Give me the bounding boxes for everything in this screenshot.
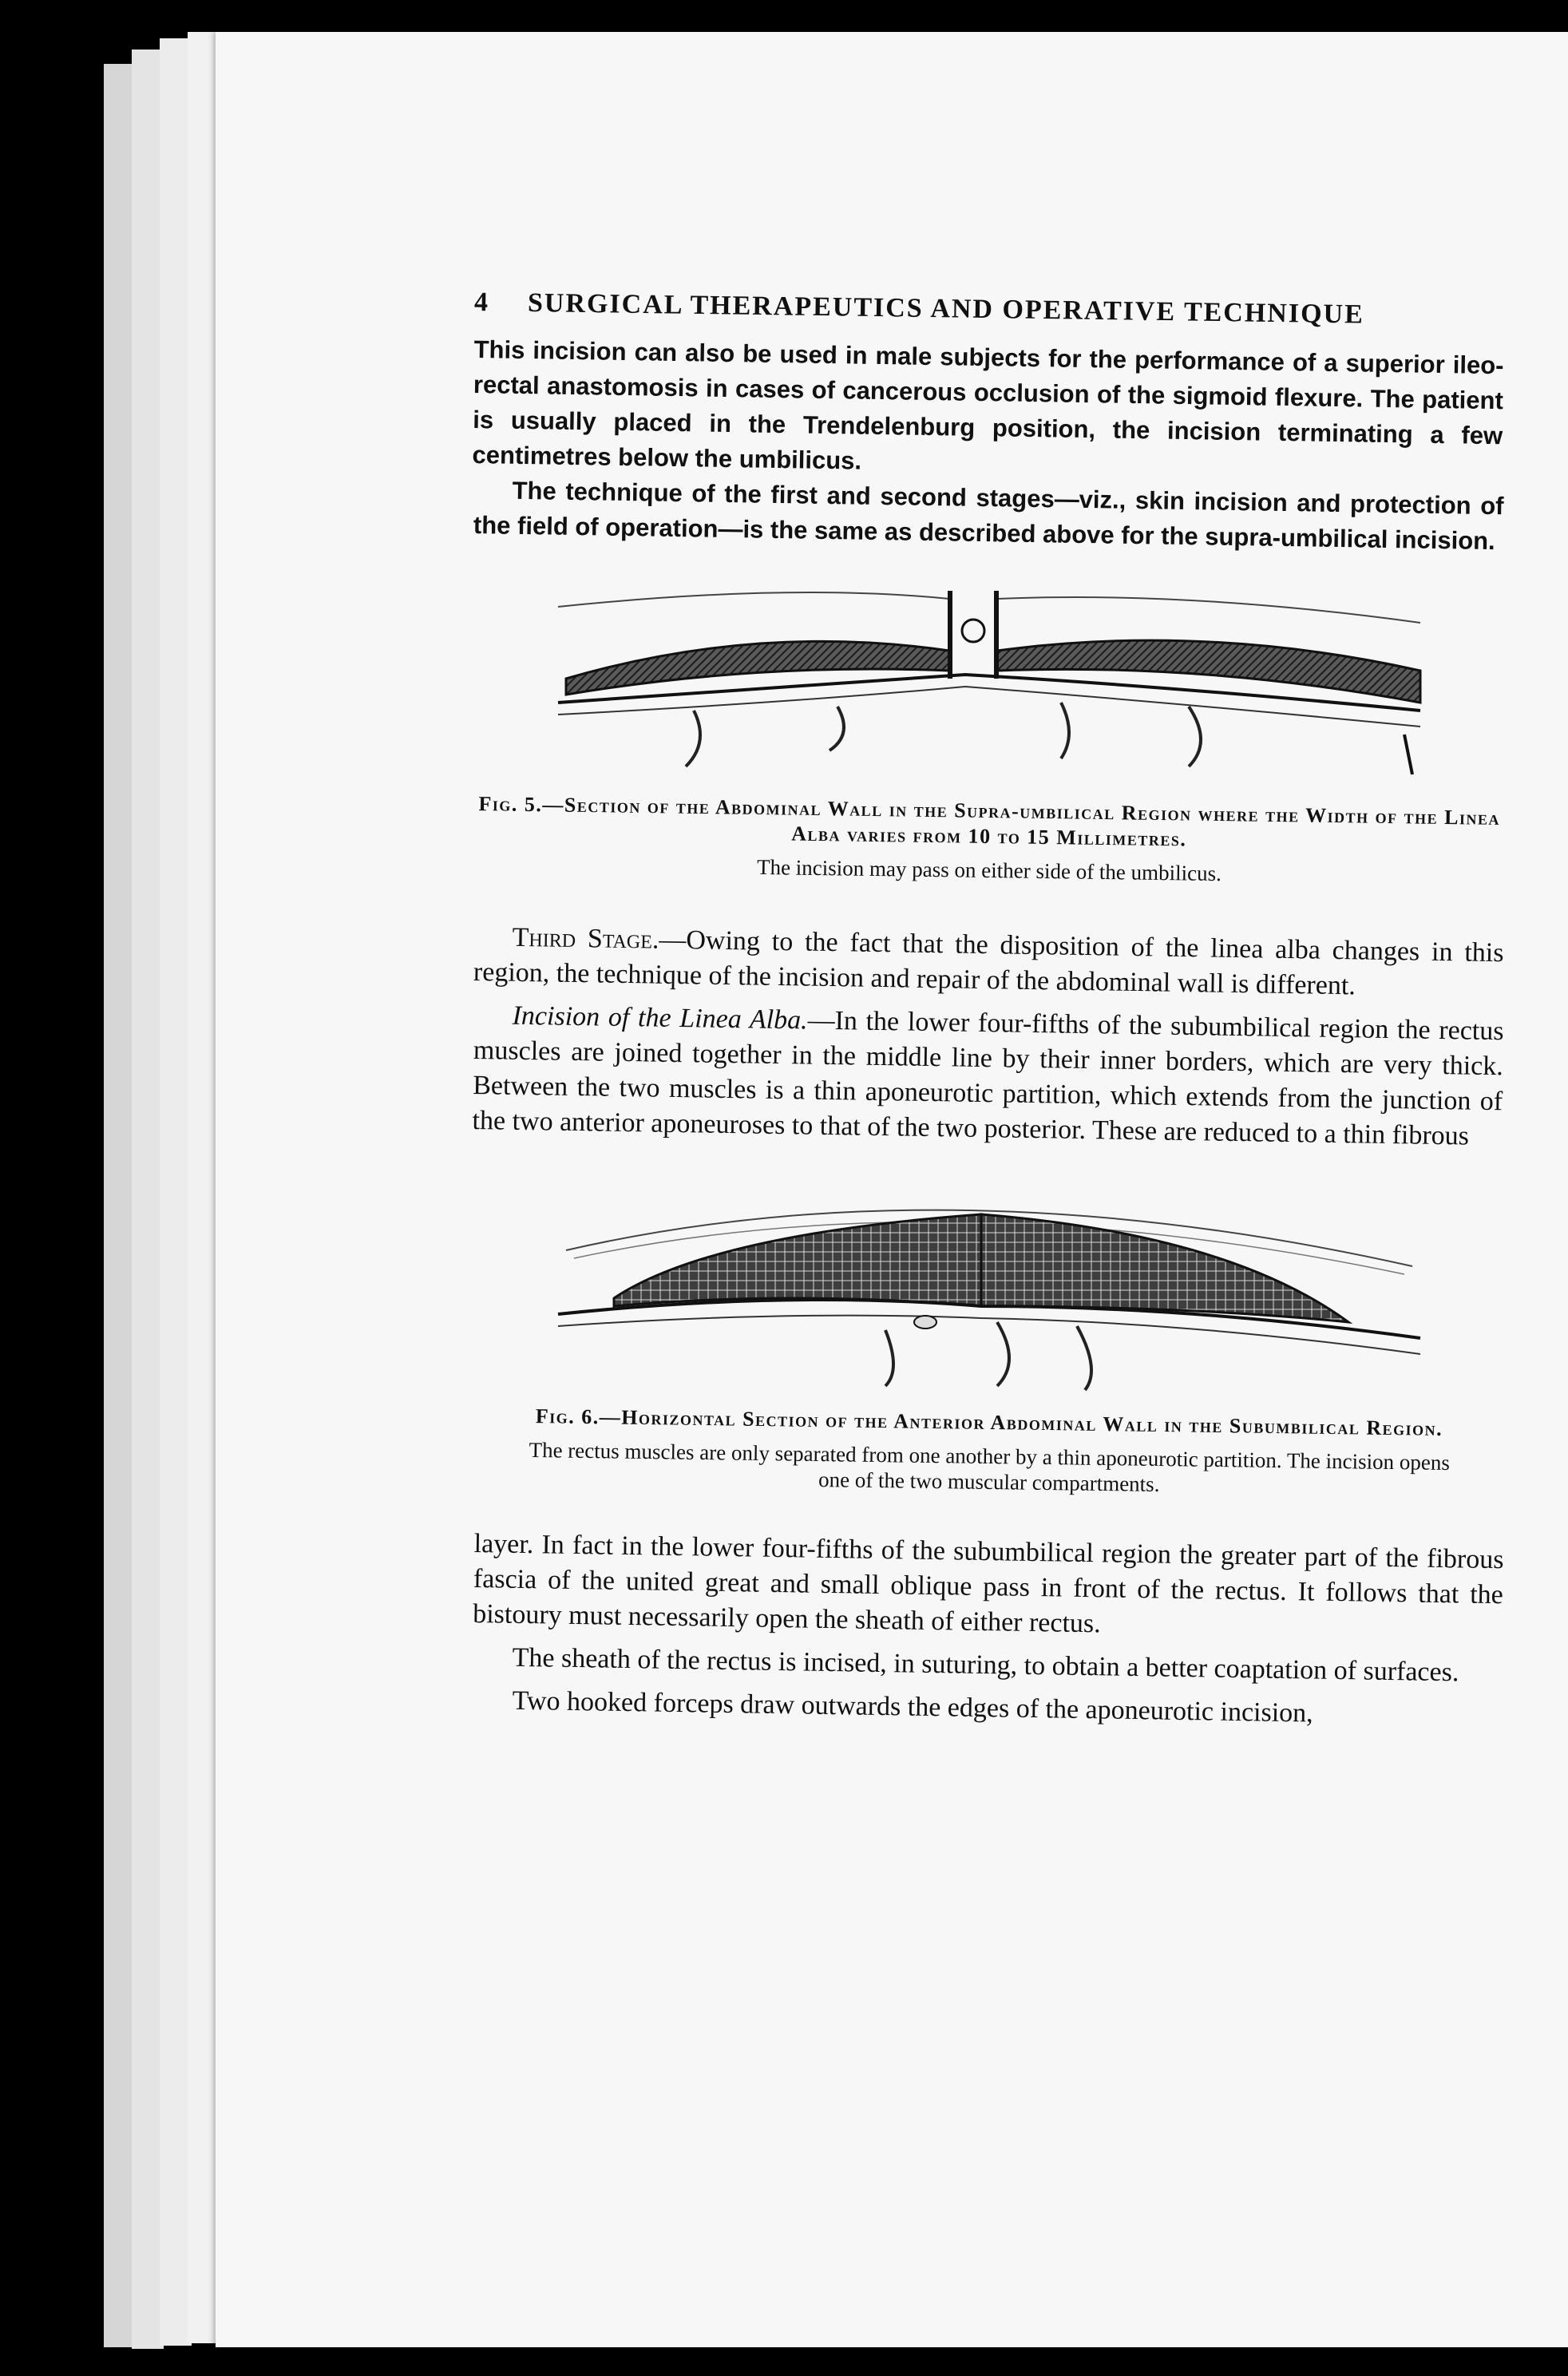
running-title: SURGICAL THERAPEUTICS AND OPERATIVE TECHNIQUE [527, 287, 1365, 330]
page-edge [188, 32, 220, 2343]
paragraph: The sheath of the rectus is incised, in suturing, to obtain a better coaptation of surfaces. [512, 1642, 1459, 1688]
paragraph: The technique of the first and second stages—viz., skin incision and protection of the field of operation—is the same as described above for the supra-umbilical incision. [473, 476, 1504, 556]
page-edge [104, 64, 136, 2347]
third-stage-lead: Third Stage. [512, 922, 659, 955]
page-edge [132, 50, 164, 2349]
figure-6 [474, 1170, 1504, 1495]
top-text [472, 332, 1504, 556]
paragraph: This incision can also be used in male subjects for the performance of a superior ileo-rectal anastomosis in cases of cancerous occlusion of the sigmoid flexure. The patient is usually placed in the Trendelenburg position, the incision terminating a few centimetres below the umbilicus. [472, 335, 1504, 475]
page-edge [160, 38, 192, 2346]
incision-text: —In the lower four-fifths of the subumbilical region the rectus muscles are joined together in the middle line by their inner borders, which are very thick. Between the two muscles is a thin aponeurotic partition, which extends from the junction of the two anterior aponeuroses to that of the two posterior. These are reduced to a thin fibrous [472, 1005, 1504, 1151]
book-page [216, 32, 1568, 2347]
middle-text [472, 920, 1504, 1151]
paragraph-third-stage [473, 920, 1504, 1006]
running-head [474, 287, 1504, 332]
paragraph: layer. In fact in the lower four-fifths of the subumbilical region the greater part of the fibrous fascia of the united great and small oblique pass in front of the rectus. It follows that the bistoury must necessarily open the sheath of either rectus. [472, 1528, 1504, 1639]
paragraph: Two hooked forceps draw outwards the edges of the aponeurotic incision, [512, 1685, 1313, 1729]
page-content [472, 287, 1504, 1729]
figure-5-illustration [550, 575, 1428, 782]
third-stage-text: —Owing to the fact that the disposition of the linea alba changes in this region, the technique of the incision and repair of the abdominal wall is different. [473, 925, 1504, 1001]
paragraph-incision [472, 998, 1504, 1154]
page-number: 4 [473, 287, 490, 318]
figure-5-caption: Fig. 5.—Section of the Abdominal Wall in the Supra-umbilical Region where the Width of the Linea Alba varies from 10 to 15 Millimetres. [478, 792, 1501, 851]
figure-6-illustration [550, 1170, 1428, 1394]
bottom-text [472, 1527, 1504, 1729]
figure-6-note: The rectus muscles are only separated from one another by a thin aponeurotic partition. The incision opens one of the two muscular compartments. [529, 1437, 1451, 1496]
figure-5 [474, 575, 1504, 886]
incision-lead: Incision of the Linea Alba. [512, 1000, 808, 1036]
figure-5-note: The incision may pass on either side of the umbilicus. [756, 854, 1222, 886]
figure-6-caption: Fig. 6.—Horizontal Section of the Anterior Abdominal Wall in the Subumbilical Region. [535, 1404, 1443, 1440]
